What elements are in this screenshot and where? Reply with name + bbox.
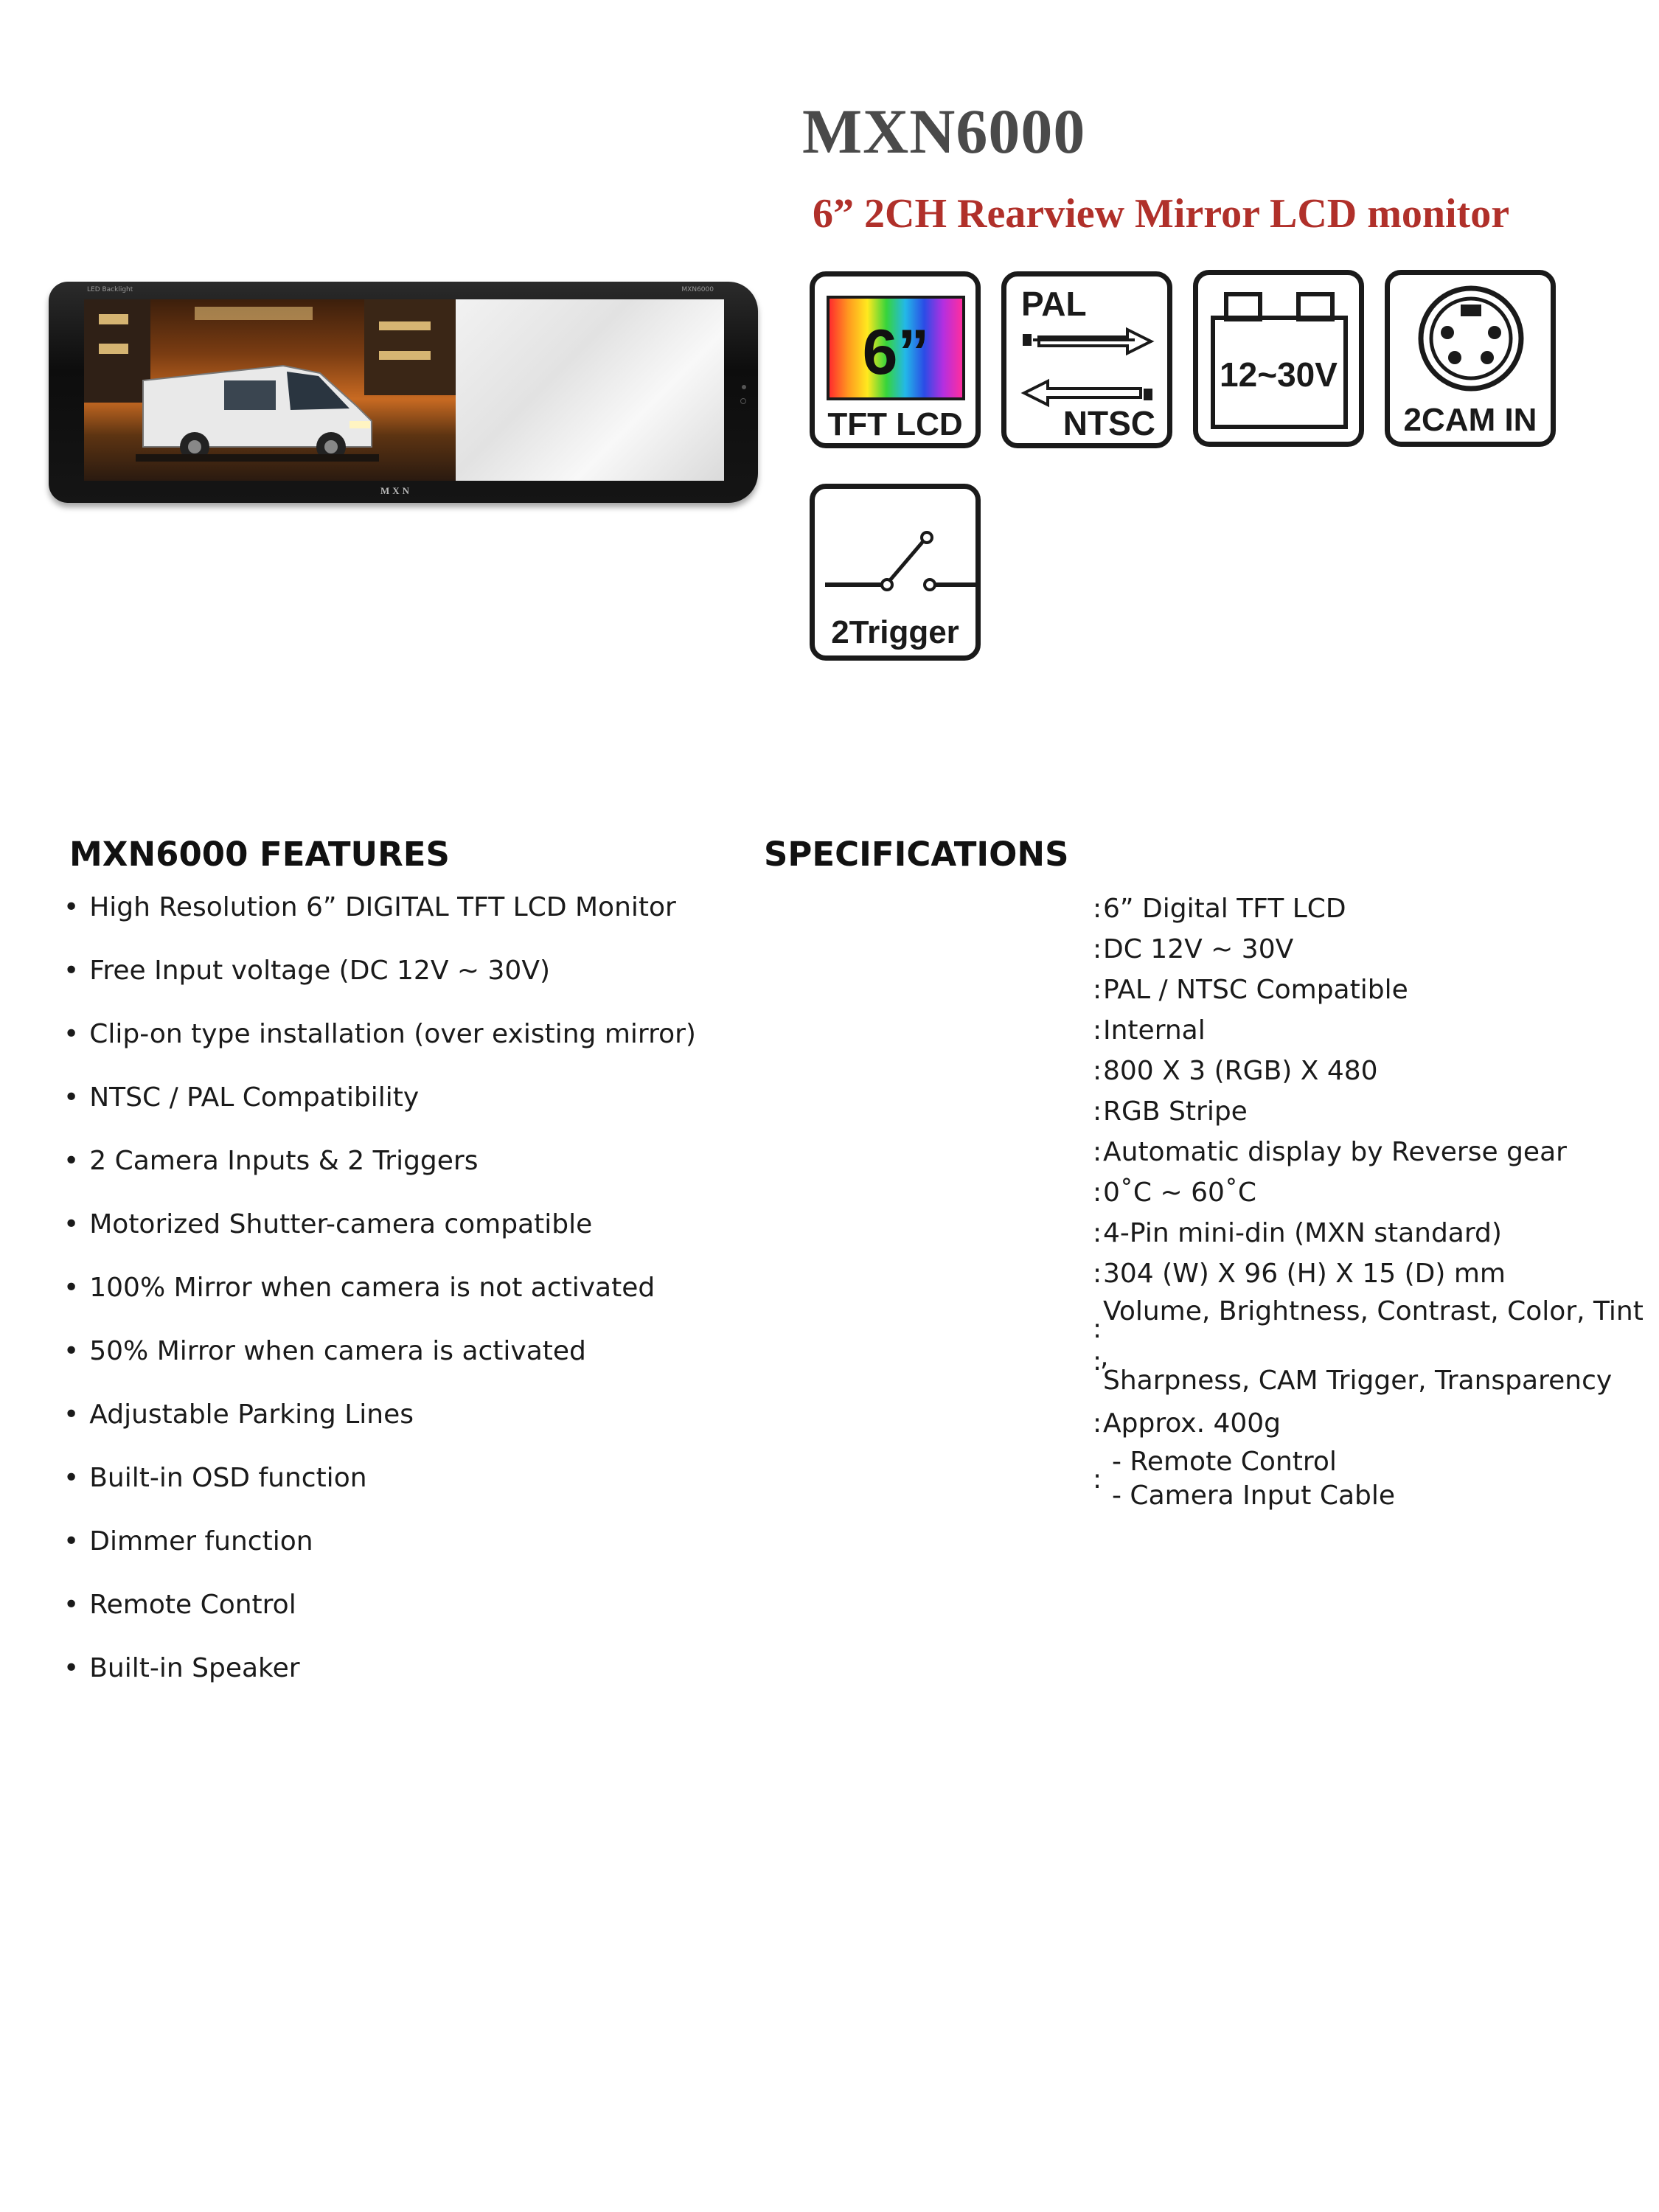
spec-colon: : [1093,1218,1102,1248]
feature-item: • High Resolution 6” DIGITAL TFT LCD Monitor [63,892,696,956]
spec-colon: : [1093,975,1102,1005]
spec-value: DC 12V ~ 30V [1103,934,1294,964]
product-subtitle: 6” 2CH Rearview Mirror LCD monitor [813,191,1510,237]
feature-item: • Built-in OSD function [63,1463,696,1526]
pal-ntsc-icon [1001,271,1172,448]
monitor-screen-van-photo [84,299,456,481]
feature-item: • Adjustable Parking Lines [63,1399,696,1463]
icon-label-pal: PAL [1021,285,1087,323]
connector-icon [1416,284,1526,393]
spec-colon: : [1093,1178,1102,1208]
spec-value: - Remote Control [1112,1447,1337,1477]
features-title: MXN6000 FEATURES [69,835,450,874]
spec-colon: : [1093,1408,1102,1439]
feature-item: • 50% Mirror when camera is activated [63,1336,696,1399]
spec-colon: : [1093,1015,1102,1046]
spec-colon: : [1093,1346,1102,1377]
spec-value: 0˚C ~ 60˚C [1103,1178,1257,1208]
mini-din-connector-icon [1385,270,1556,447]
model-title: MXN6000 [802,96,1086,167]
spec-value: 800 X 3 (RGB) X 480 [1103,1056,1378,1086]
spec-colon: : [1093,1314,1102,1344]
mirror-right-label: MXN6000 [681,286,714,293]
icon-label: 2CAM IN [1403,402,1537,438]
spec-value: PAL / NTSC Compatible [1103,975,1408,1005]
tft-lcd-icon [810,271,981,448]
feature-item: • Remote Control [63,1590,696,1653]
rainbow-screen [827,296,965,400]
icon-screen-size: 6” [862,317,930,388]
van-icon [136,351,379,462]
feature-item: • Free Input voltage (DC 12V ~ 30V) [63,956,696,1019]
spec-colon: : [1093,1259,1102,1289]
battery-icon [1193,270,1364,447]
spec-colon: : [1093,1096,1102,1127]
spec-value: 4-Pin mini-din (MXN standard) [1103,1218,1502,1248]
switch-icon [825,526,975,599]
feature-item: • 100% Mirror when camera is not activated [63,1273,696,1336]
arrows-icon [1017,324,1158,412]
mirror-logo: MXN [380,485,413,496]
feature-item: • NTSC / PAL Compatibility [63,1082,696,1146]
icon-label: 12~30V [1220,355,1338,394]
icon-label: TFT LCD [827,406,963,442]
mirror-sensor-dot [742,385,746,389]
mirror-button-dot [740,398,746,404]
spec-colon: : [1093,1137,1102,1167]
spec-colon: : [1093,934,1102,964]
spec-value: Automatic display by Reverse gear [1103,1137,1567,1167]
spec-colon: : [1093,1056,1102,1086]
mirror-left-label: LED Backlight [87,286,133,293]
spec-value: Volume, Brightness, Contrast, Color, Tint [1103,1296,1644,1326]
icon-label-ntsc: NTSC [1062,404,1155,442]
spec-value: Sharpness, CAM Trigger, Transparency [1103,1366,1613,1396]
feature-item: • Built-in Speaker [63,1653,696,1717]
spec-value: RGB Stripe [1103,1096,1248,1127]
spec-value: - Camera Input Cable [1112,1481,1396,1511]
product-image-mirror-monitor [49,282,758,503]
spec-colon: : [1093,1464,1102,1495]
spec-colon: : [1093,894,1102,924]
specifications-title: SPECIFICATIONS [764,835,1069,874]
icon-label: 2Trigger [831,614,959,650]
features-list [63,892,696,1717]
feature-item: • Dimmer function [63,1526,696,1590]
spec-value: Internal [1103,1015,1206,1046]
feature-item: • Clip-on type installation (over existing mirror) [63,1019,696,1082]
spec-value: 6” Digital TFT LCD [1103,894,1346,924]
feature-item: • Motorized Shutter-camera compatible [63,1209,696,1273]
spec-value: 304 (W) X 96 (H) X 15 (D) mm [1103,1259,1506,1289]
feature-item: • 2 Camera Inputs & 2 Triggers [63,1146,696,1209]
spec-value: Approx. 400g [1103,1408,1281,1439]
spec-comma: , [1100,1342,1109,1372]
trigger-switch-icon [810,484,981,661]
